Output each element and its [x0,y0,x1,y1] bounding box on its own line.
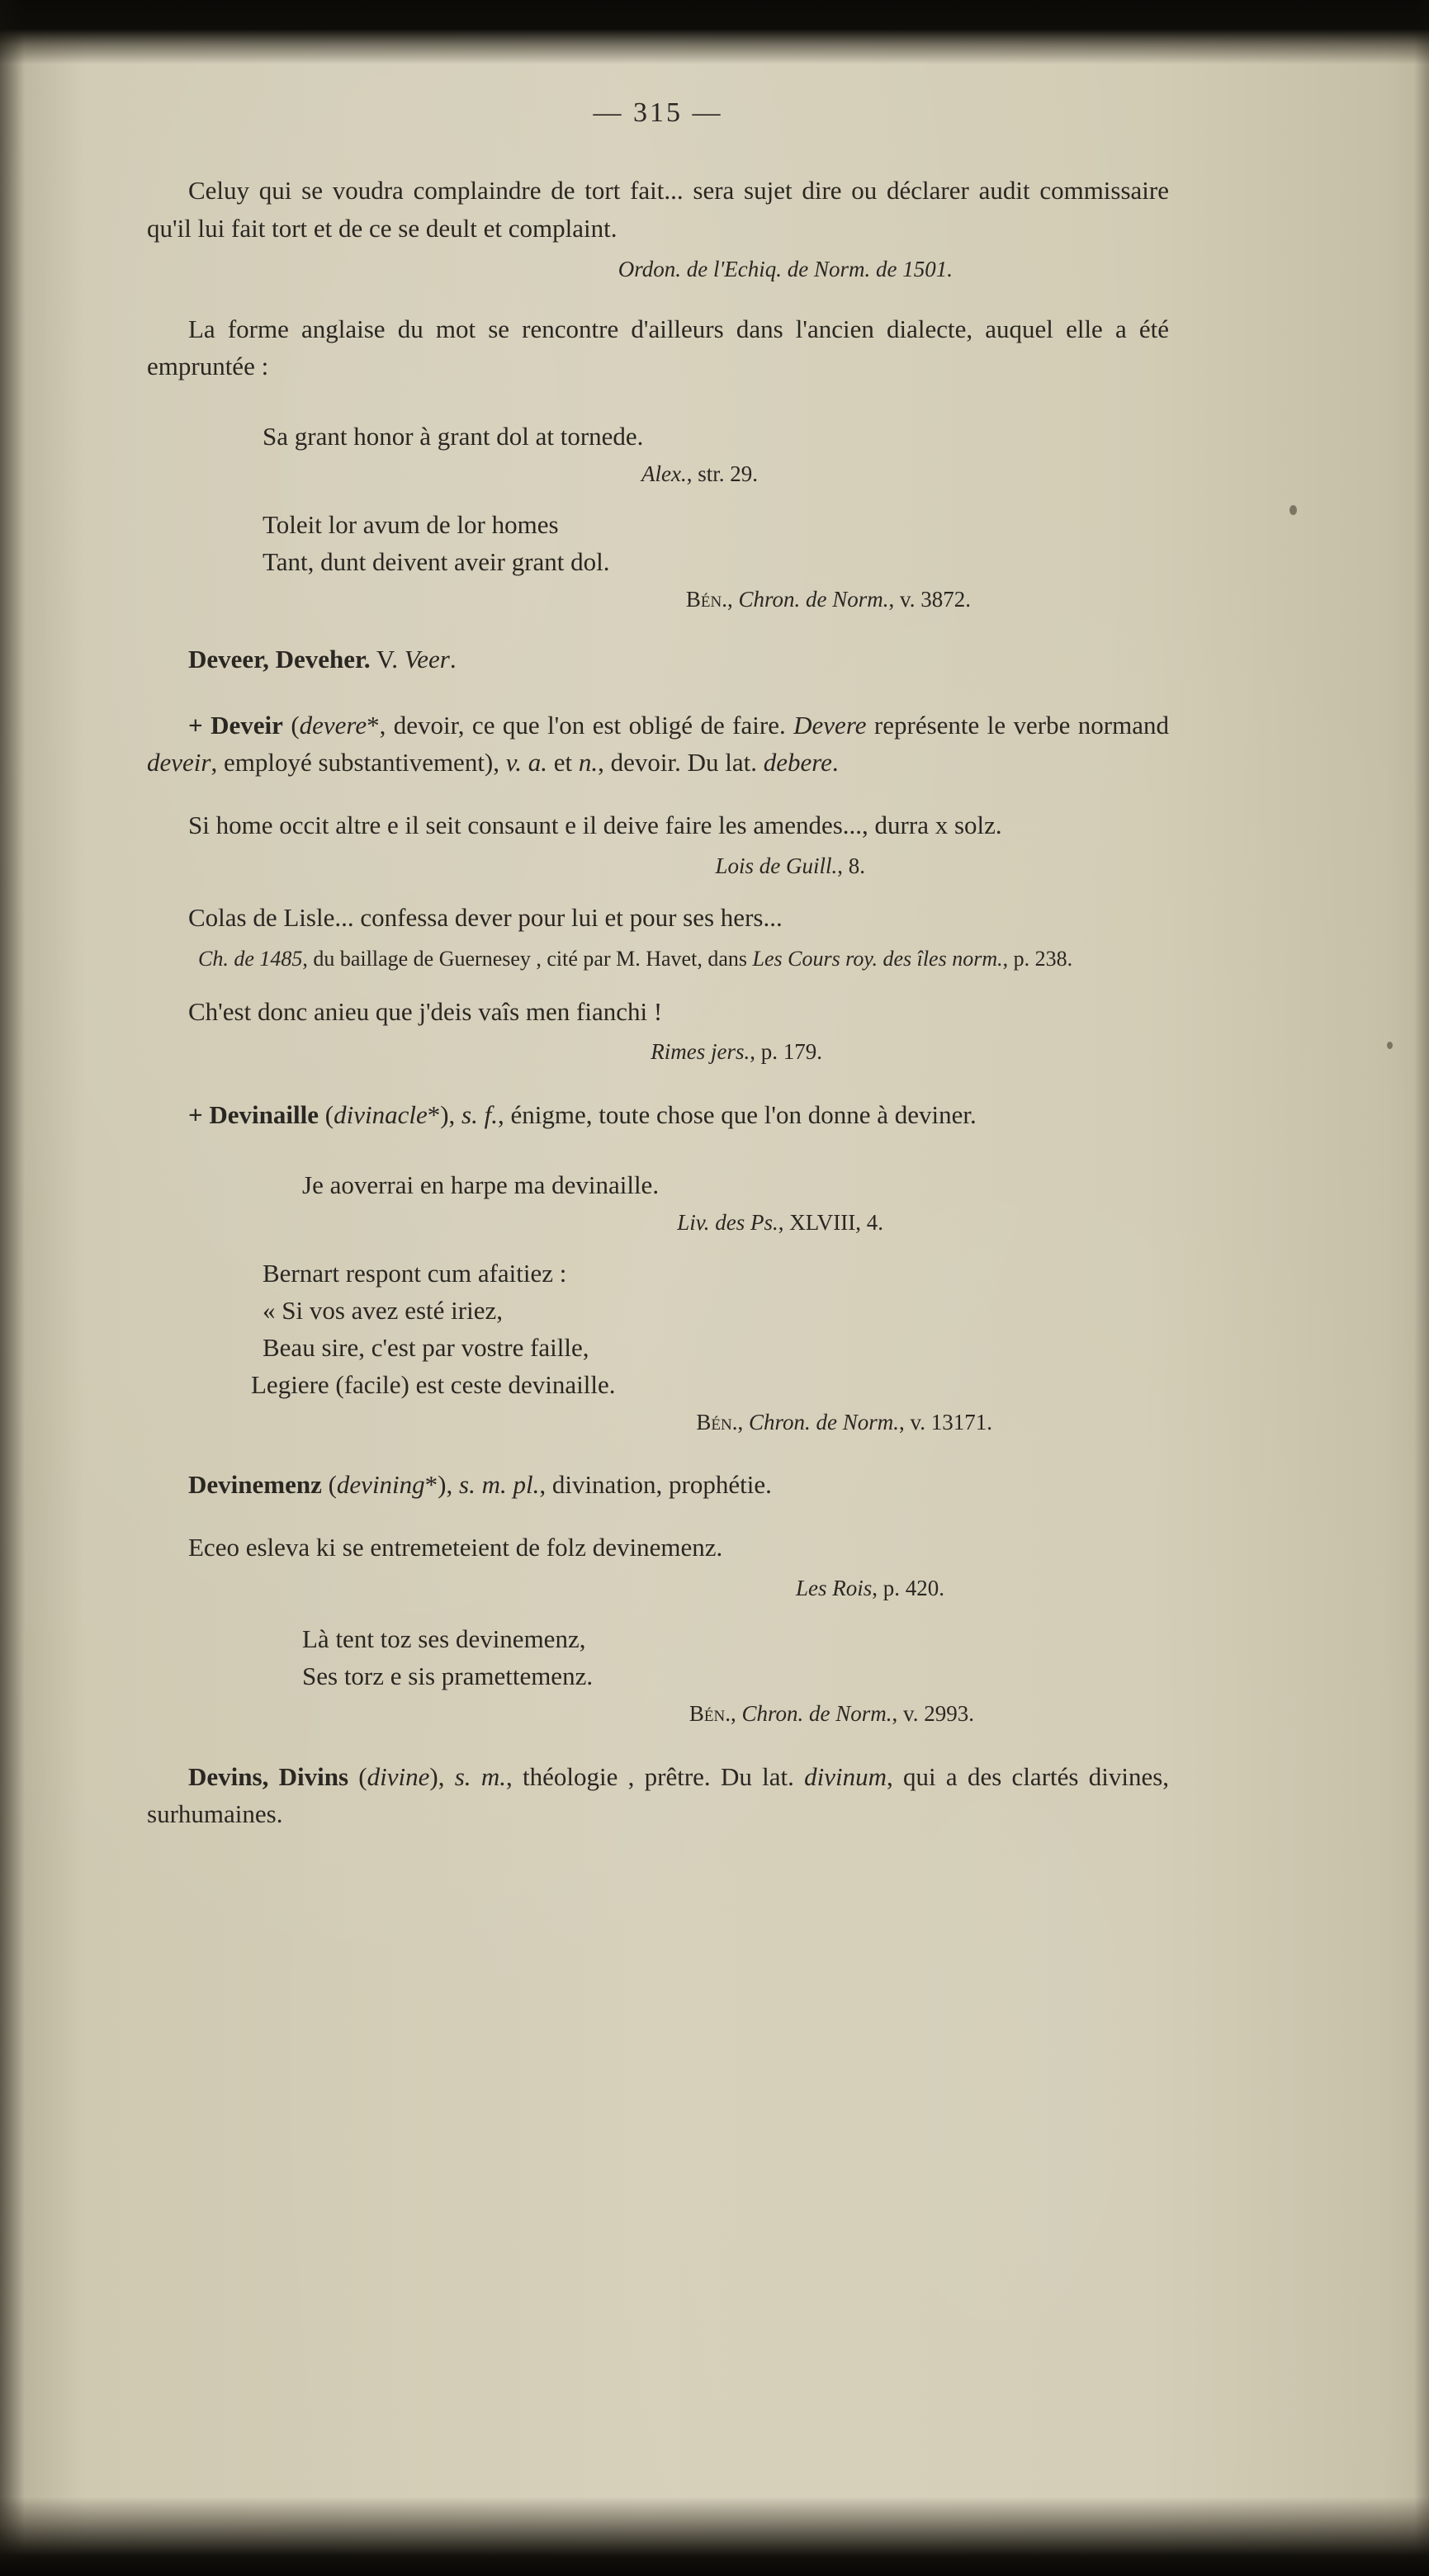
entry-paragraph [147,1758,1176,1834]
text-run: s. f. [461,1100,498,1130]
text-run: Eceo esleva ki se entremeteient de folz devinemenz. [188,1533,723,1562]
text-run: , théologie , prêtre. Du lat. [505,1761,805,1791]
verse-line [147,1330,1169,1367]
scan-edge-right [1414,0,1429,2576]
paragraph [147,993,1169,1031]
text-run: Chron. de Norm. [738,586,889,612]
text-run: Bén. [685,586,727,612]
citation [147,1699,1169,1730]
citation [147,1573,1169,1605]
citation [147,1208,1169,1239]
verse-line [147,1621,1169,1658]
text-run: Devere [793,710,867,740]
text-run: divinacle [334,1100,428,1130]
text-run: Bernart respont cum afaitiez : [263,1258,567,1288]
text-run: . [449,644,457,674]
text-run: , du baillage de Guernesey , cité par M. Havet, dans [302,946,753,971]
text-run: Alex. [641,461,687,487]
verse-line [147,507,1169,544]
verse-line [147,544,1169,581]
text-run: , [730,1700,742,1726]
text-run: Colas de Lisle... confessa dever pour lui et pour ses hers... [188,903,783,932]
text-run: devere [299,710,367,740]
text-run: Ch. de 1485 [198,946,303,971]
verse-line [147,1293,1169,1330]
text-run: , XLVIII, 4. [778,1210,883,1236]
text-run: divine [367,1761,430,1791]
text-run: s. m. [454,1761,506,1791]
text-run: debere [763,748,832,778]
text-run: et [547,748,579,778]
text-run: Je aoverrai en harpe ma devinaille. [302,1170,660,1200]
text-run: *), [424,1470,459,1500]
text-run: Legiere (facile) est ceste devinaille. [251,1369,616,1399]
scan-edge-bottom [0,2497,1429,2576]
citation [147,851,1169,882]
text-run: Les Rois [795,1576,873,1601]
text-run: Devinemenz [188,1470,322,1500]
text-run: Tant, dunt deivent aveir grant dol. [263,546,610,576]
verse-line [147,1367,1169,1404]
citation-small [147,943,1169,975]
citation [147,459,1169,490]
text-run: , v. 3872. [888,586,971,612]
text-run: Celuy qui se voudra complaindre de tort fait... sera sujet dire ou déclarer audit commissaire qu'il lui fait tort et de ce se deult et complaint. [147,176,1176,243]
paragraph [147,1529,1169,1567]
verse-line [147,1658,1169,1695]
text-run: , devoir. Du lat. [598,748,764,778]
text-run: Bén. [696,1409,738,1435]
text-run: Devins, Divins [188,1761,349,1791]
text-run: Si home occit altre e il seit consaunt e il deive faire les amendes..., durra x solz. [188,811,1002,840]
text-run: deveir [147,748,211,778]
ink-speck [1387,1042,1393,1049]
page-number: — 315 — [593,97,723,128]
entry-paragraph [147,1466,1169,1504]
text-run: ( [282,710,300,740]
text-run: Deveer, Deveher. [188,644,371,674]
citation [147,1407,1169,1439]
verse-line [147,1167,1169,1204]
verse-line [147,1255,1169,1293]
text-run: *, devoir, ce que l'on est obligé de faire. [367,710,794,740]
paragraph [147,310,1176,386]
text-run: , [726,586,739,612]
text-run: représente le verbe normand [866,710,1176,740]
citation [147,1037,1169,1068]
text-run: Rimes jers. [651,1039,750,1065]
text-run: Chron. de Norm. [748,1409,899,1435]
verse-line [147,418,1169,456]
text-run: Ch'est donc anieu que j'deis vaîs men fianchi ! [188,996,663,1026]
scan-edge-left [0,0,25,2576]
text-run: n. [578,748,599,778]
text-run: Sa grant honor à grant dol at tornede. [263,422,644,451]
text-run: « Si vos avez esté iriez, [263,1295,503,1325]
text-run: , qui a des clartés divines, surhumaines. [147,1761,1176,1829]
text-run: , p. 420. [872,1576,944,1601]
text-run: , énigme, toute chose que l'on donne à deviner. [497,1100,977,1130]
text-run: Les Cours roy. des îles norm. [752,946,1003,971]
citation [147,254,1169,286]
text-run: Lois de Guill. [715,853,838,879]
text-run: Veer [404,644,450,674]
text-run: Ses torz e sis pramettemenz. [302,1661,594,1690]
scan-edge-top [0,0,1429,64]
text-run: Liv. des Ps. [677,1210,778,1236]
text-run: ), [429,1761,455,1791]
paragraph [147,899,1169,937]
text-run: Beau sire, c'est par vostre faille, [263,1332,589,1362]
ink-speck [1289,505,1297,515]
text-run: . [831,748,839,778]
text-run: *), [427,1100,462,1130]
entry-heading [147,640,1169,678]
text-run: , employé substantivement), [211,748,506,778]
text-run: ( [348,1761,367,1791]
text-run: , p. 238. [1002,946,1073,971]
text-run: + Devinaille [188,1100,319,1130]
entry-paragraph [147,1096,1169,1134]
text-run: , p. 179. [750,1039,822,1065]
text-run: , [737,1409,749,1435]
text-run: La forme anglaise du mot se rencontre d'ailleurs dans l'ancien dialecte, auquel elle a été empruntée : [147,314,1176,381]
text-run: , v. 2993. [892,1700,974,1726]
text-run: , 8. [837,853,865,879]
text-run: s. m. pl. [459,1470,540,1500]
text-run: ( [321,1470,337,1500]
text-run: , divination, prophétie. [539,1470,772,1500]
text-run: V. [370,644,405,674]
paragraph [147,172,1176,248]
text-run: Chron. de Norm. [741,1700,892,1726]
paragraph [147,806,1169,844]
text-run: Bén. [688,1700,731,1726]
text-run: , str. 29. [686,461,758,487]
page-content [147,97,1176,1840]
text-run: ( [319,1100,334,1130]
citation [147,584,1169,616]
text-run: devining [336,1470,425,1500]
text-run: Toleit lor avum de lor homes [263,510,559,540]
text-run: + Deveir [188,710,283,740]
entry-paragraph [147,707,1176,782]
text-run: divinum [804,1761,887,1791]
text-run: Là tent toz ses devinemenz, [302,1624,586,1653]
text-run: , v. 13171. [899,1409,992,1435]
text-run: v. a. [505,748,547,778]
text-run: Ordon. de l'Echiq. de Norm. de 1501. [617,256,953,281]
